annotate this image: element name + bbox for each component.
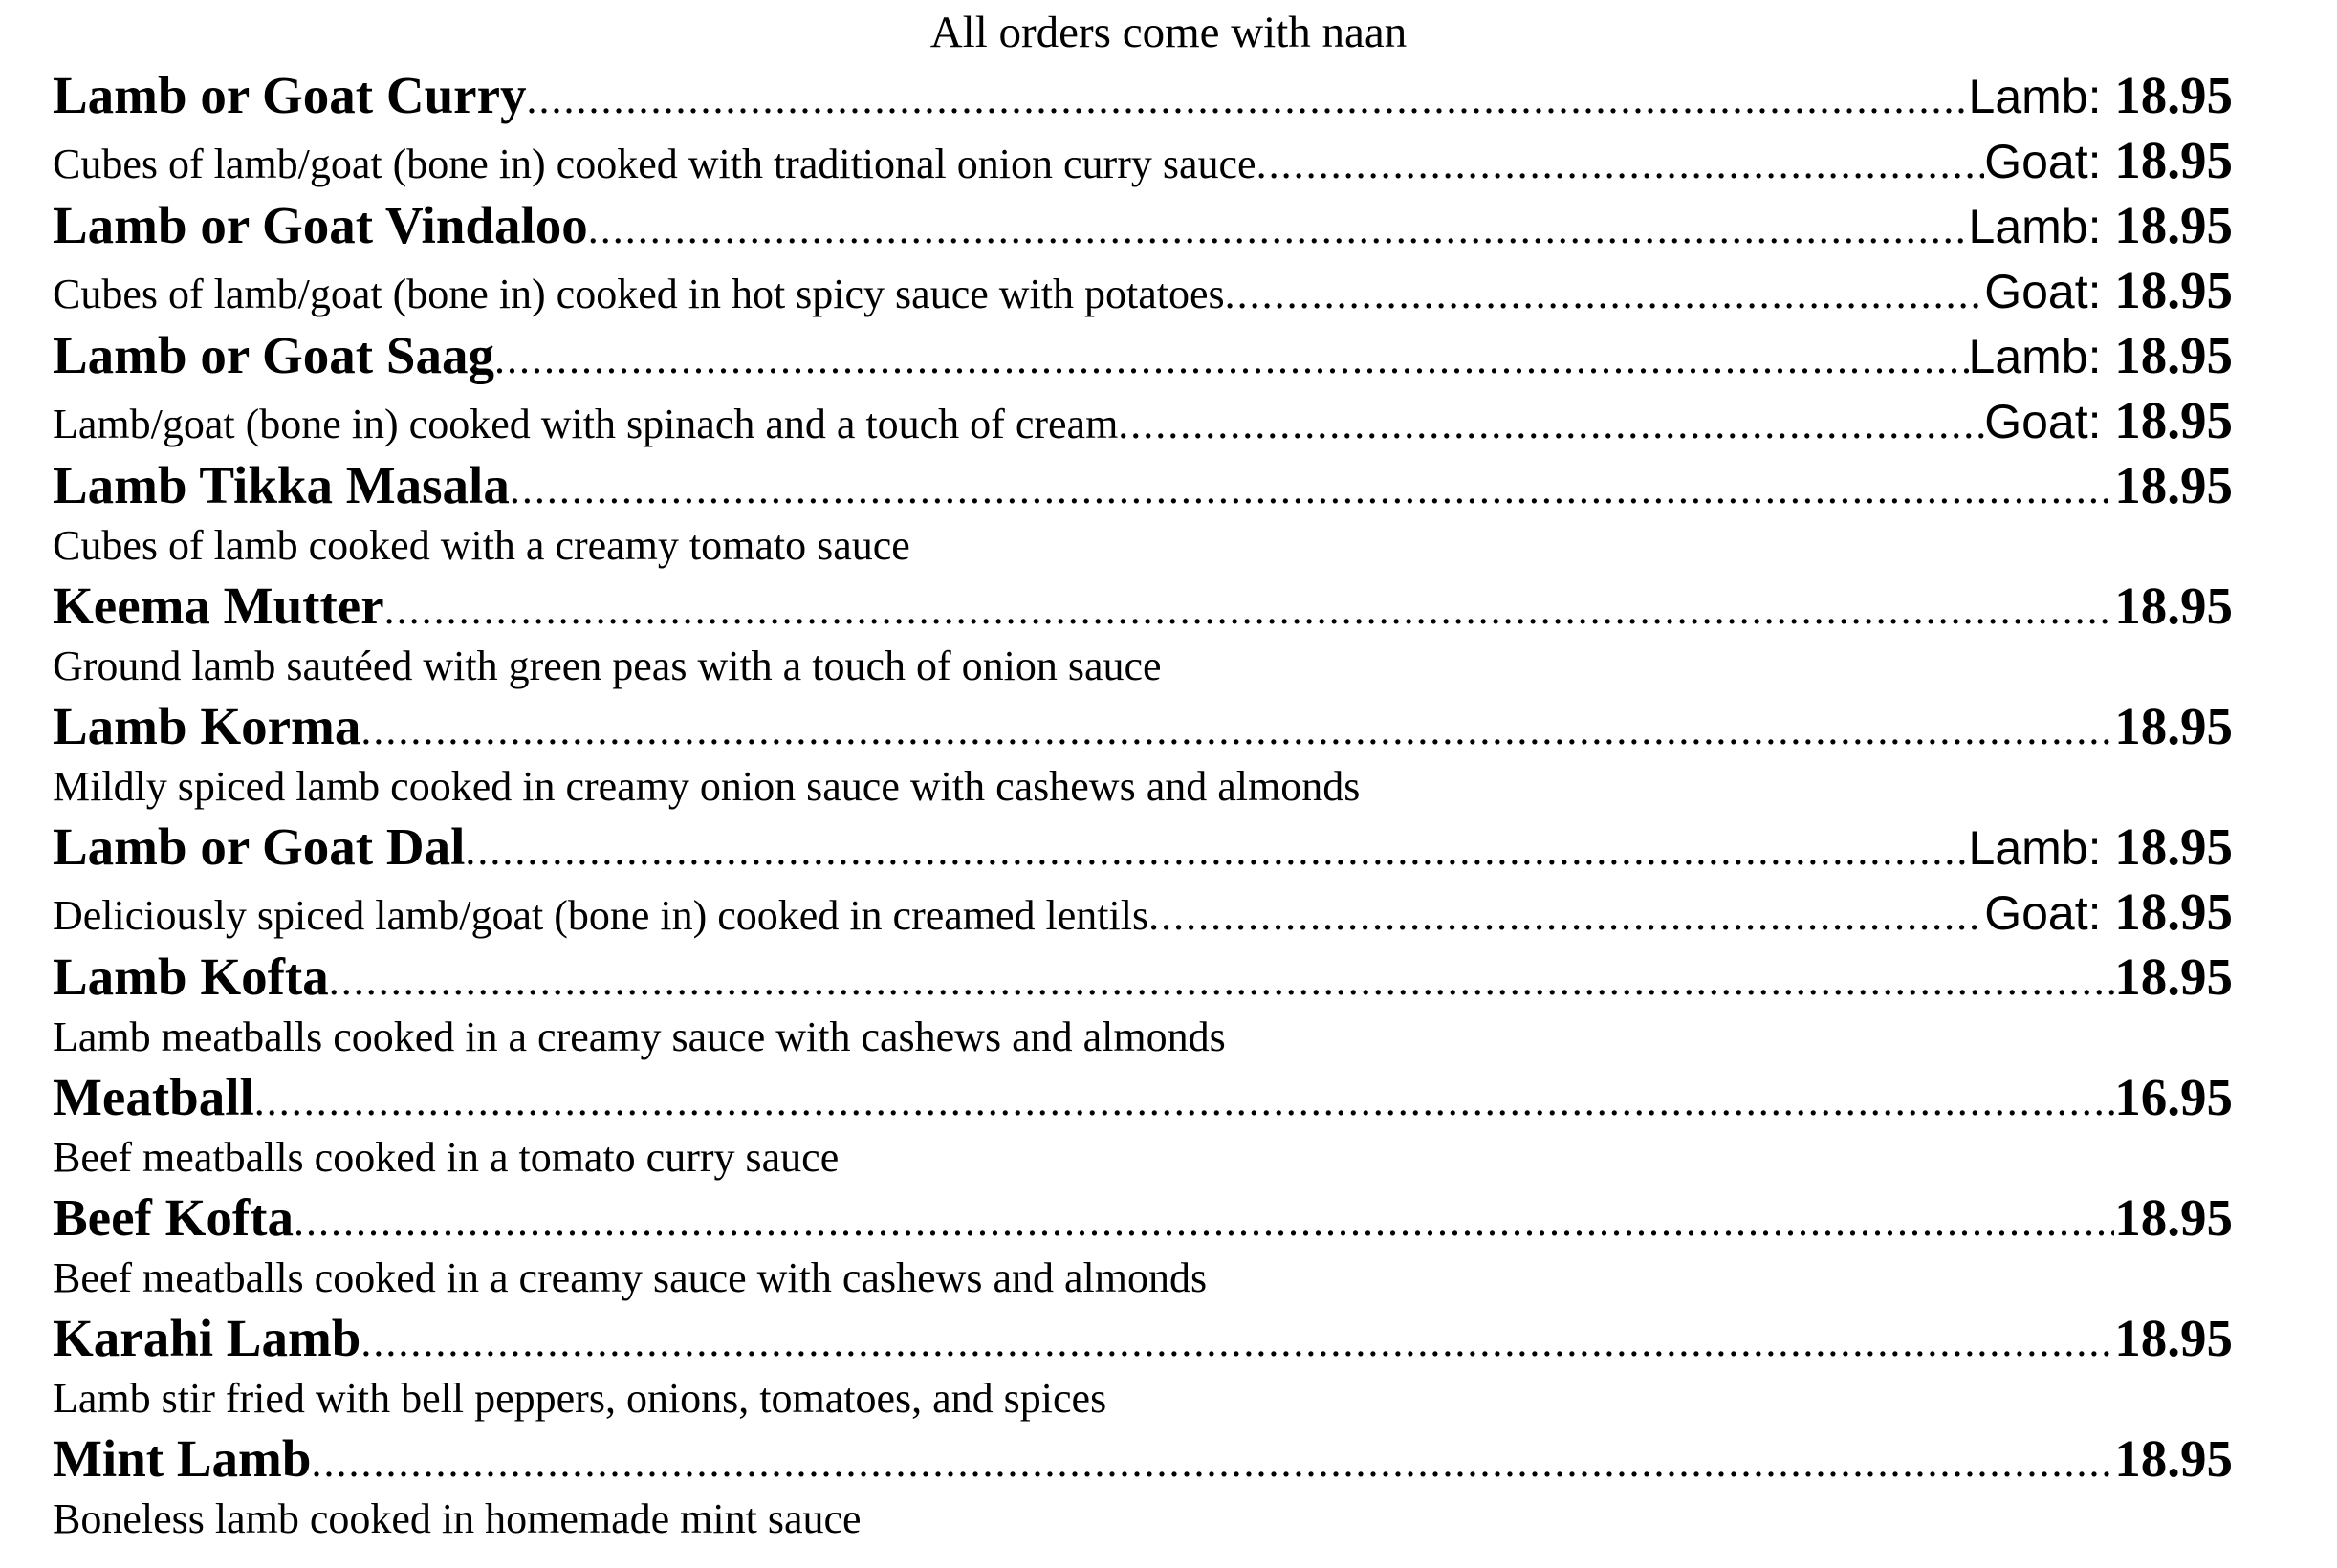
menu-item-title-row [53,63,2233,128]
dish-name: Mint Lamb [53,1429,312,1488]
dish-price: 18.95 [2114,456,2233,514]
menu-item-keema-mutter [53,574,2233,694]
goat-label: Goat: [1984,265,2102,318]
price-group [2114,945,2233,1010]
dish-price: 18.95 [2114,1188,2233,1247]
dot-leader [311,1430,2114,1495]
dish-description: Cubes of lamb/goat (bone in) cooked in hot spicy sauce with potatoes [53,271,1225,317]
dish-name: Lamb Korma [53,697,361,755]
price-group [2114,453,2233,518]
dot-leader [1118,392,1984,457]
dish-description: Deliciously spiced lamb/goat (bone in) cooked in creamed lentils [53,892,1149,939]
dish-name: Lamb Tikka Masala [53,456,510,514]
dot-leader [384,577,2115,642]
dot-leader [294,1189,2114,1254]
dot-leader [588,197,1969,262]
menu-item-lamb-or-goat-curry [53,63,2233,193]
price-group [2114,574,2233,639]
menu-item-title-row [53,323,2233,388]
goat-price: 18.95 [2114,131,2233,189]
dot-leader [494,327,1969,392]
dish-price: 18.95 [2114,947,2233,1006]
dish-name: Keema Mutter [53,577,384,635]
lamb-label: Lamb: [1968,200,2102,253]
dish-description: Boneless lamb cooked in homemade mint sauce [53,1495,862,1542]
menu-item-lamb-or-goat-vindaloo [53,193,2233,323]
dot-leader [526,67,1968,132]
lamb-label: Lamb: [1968,821,2102,875]
dish-description: Lamb/goat (bone in) cooked with spinach and a touch of cream [53,401,1119,447]
menu-item-title-row [53,453,2233,518]
goat-price: 18.95 [2114,882,2233,941]
menu-item-karahi-lamb [53,1306,2233,1426]
dish-name: Meatball [53,1068,254,1126]
dish-price: 18.95 [2114,577,2233,635]
menu-item-title-row [53,945,2233,1010]
menu-item-title-row [53,193,2233,258]
menu-item-lamb-or-goat-saag [53,323,2233,453]
lamb-price: 18.95 [2114,817,2233,876]
dot-leader [254,1069,2114,1134]
dish-name: Lamb or Goat Dal [53,817,466,876]
lamb-price-group [1969,815,2233,881]
dish-name: Lamb or Goat Vindaloo [53,196,588,254]
menu-item-mint-lamb [53,1426,2233,1547]
naan-note: All orders come with naan [929,8,1408,57]
dish-name: Lamb or Goat Saag [53,326,494,384]
dot-leader [1256,132,1985,197]
menu-item-title-row [53,1306,2233,1371]
dot-leader [1225,262,1985,327]
menu-item-desc-row [53,388,2233,453]
menu-item-title-row [53,1426,2233,1492]
menu-item-title-row [53,815,2233,880]
dish-name: Karahi Lamb [53,1309,361,1367]
price-group [2114,1065,2233,1130]
dish-name: Lamb Kofta [53,947,329,1006]
goat-price-group [1984,388,2233,454]
goat-label: Goat: [1984,135,2102,188]
dot-leader [465,818,1968,883]
menu-item-desc-row [53,128,2233,193]
price-group [2114,1306,2233,1371]
price-group [2114,694,2233,759]
goat-label: Goat: [1984,395,2102,448]
dish-price: 18.95 [2114,1429,2233,1488]
dot-leader [329,948,2115,1013]
lamb-price-group [1969,323,2233,389]
menu-item-title-row [53,1065,2233,1130]
menu-item-lamb-korma [53,694,2233,815]
menu-item-lamb-or-goat-dal [53,815,2233,945]
dish-description: Lamb meatballs cooked in a creamy sauce with cashews and almonds [53,1013,1226,1060]
goat-price-group [1984,128,2233,194]
dish-description: Cubes of lamb/goat (bone in) cooked with traditional onion curry sauce [53,141,1256,187]
lamb-price: 18.95 [2114,196,2233,254]
goat-price: 18.95 [2114,261,2233,319]
lamb-price: 18.95 [2114,66,2233,124]
goat-price: 18.95 [2114,391,2233,449]
dish-description: Mildly spiced lamb cooked in creamy onion sauce with cashews and almonds [53,763,1361,810]
menu-item-lamb-kofta [53,945,2233,1065]
dish-description: Cubes of lamb cooked with a creamy tomato sauce [53,522,910,569]
dish-description: Ground lamb sautéed with green peas with a touch of onion sauce [53,642,1162,689]
dot-leader [360,1310,2114,1375]
dot-leader [360,698,2114,763]
menu-item-title-row [53,694,2233,759]
menu-item-beef-kofta [53,1186,2233,1306]
menu-list [53,63,2233,1547]
menu-item-desc-row [53,258,2233,323]
lamb-price-group [1969,193,2233,259]
dish-name: Lamb or Goat Curry [53,66,527,124]
lamb-price-group [1969,63,2233,129]
price-group [2114,1426,2233,1492]
lamb-label: Lamb: [1968,70,2102,123]
dish-description: Lamb stir fried with bell peppers, onions, tomatoes, and spices [53,1375,1107,1422]
menu-item-lamb-tikka-masala [53,453,2233,574]
goat-price-group [1984,258,2233,324]
menu-item-title-row [53,574,2233,639]
dish-price: 18.95 [2114,697,2233,755]
dish-description: Beef meatballs cooked in a tomato curry sauce [53,1134,840,1181]
lamb-price: 18.95 [2114,326,2233,384]
dot-leader [510,457,2114,522]
goat-price-group [1984,880,2233,946]
dish-price: 16.95 [2114,1068,2233,1126]
price-group [2114,1186,2233,1251]
goat-label: Goat: [1984,886,2102,940]
lamb-label: Lamb: [1968,330,2102,383]
menu-item-meatball [53,1065,2233,1186]
menu-item-title-row [53,1186,2233,1251]
menu-item-desc-row [53,880,2233,945]
dish-name: Beef Kofta [53,1188,294,1247]
dot-leader [1148,883,1984,948]
dish-description: Beef meatballs cooked in a creamy sauce with cashews and almonds [53,1254,1208,1301]
dish-price: 18.95 [2114,1309,2233,1367]
